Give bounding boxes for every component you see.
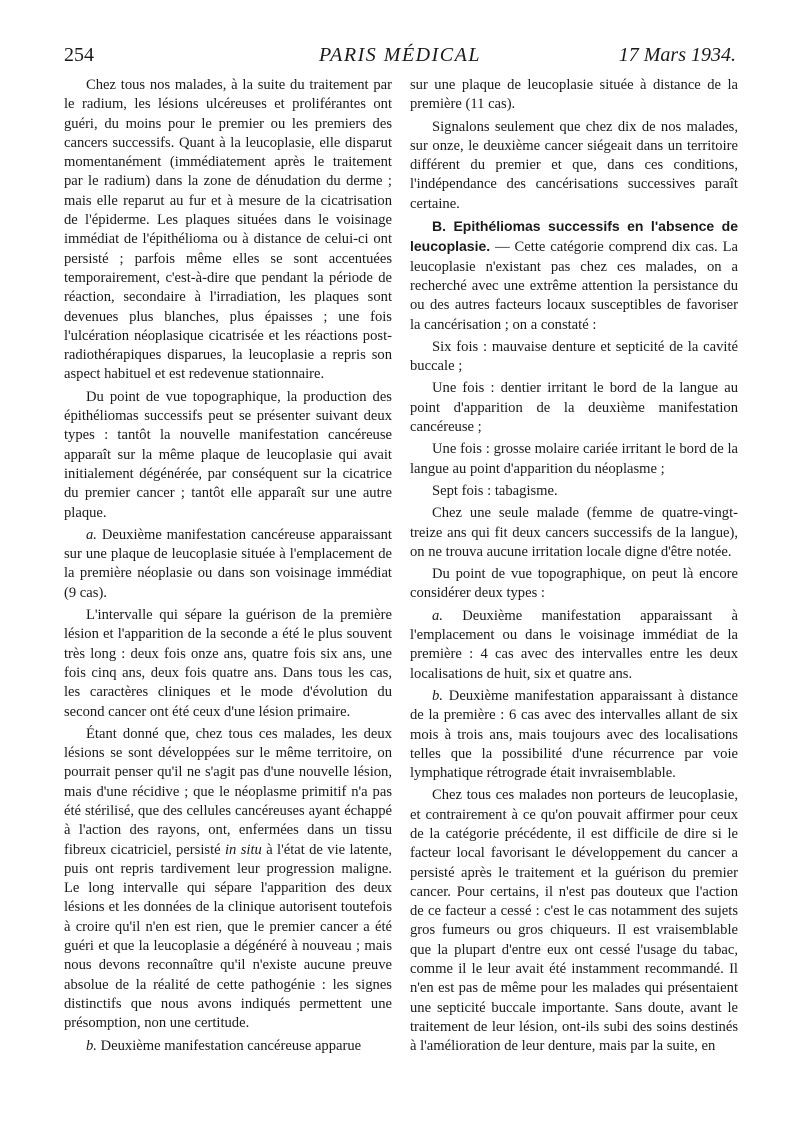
paragraph: Chez tous nos malades, à la suite du traitement par le radium, les lésions ulcéreuses et proliférantes ont guéri, du moins pour le premier ou les premiers des cancers successifs. Quant à la leucoplasie, elle disparut momentanément (immédiatement après le traitement par le radium) dans la zone de dénudation du derme ; mais elle reparut au fur et à mesure de la cicatrisation de l'épiderme. Les plaques situées dans le voisinage immédiat de l'épithélioma ou à distance de celui-ci ont persisté ; parfois même elles se sont accentuées temporairement, c'est-à-dire que pendant la période de réaction, secondaire à l'irradiation, les plaques sont devenues plus blanches, plus épaisses ; une fois l'ulcération néoplasique cicatrisée et les réactions post-radiothérapiques disparues, la leucoplasie a repris son aspect habituel et est redevenue stationnaire. <box>64 77 392 383</box>
section-subtitle: B. Epithéliomas successifs en l'absence de leucoplasie. <box>410 218 738 255</box>
issue-date: 17 Mars 1934. <box>618 44 736 66</box>
list-item: Six fois : mauvaise denture et septicité de la cavité buccale ; <box>410 338 738 375</box>
section-paragraph <box>410 217 738 335</box>
paragraph: Chez tous ces malades non porteurs de leucoplasie, et contrairement à ce qu'on pouvait affirmer pour ceux de la catégorie précédente, il est difficile de dire si le facteur local favorisant le développement du cancer a persisté après le traitement et la guérison du premier cancer. Pour certains, il n'est pas douteux que l'action de ce facteur a cessé : c'est le cas notamment des sujets gros fumeurs ou gros chiqueurs. Il est vraisemblable que la plupart d'entre eux ont cessé l'usage du tabac, comme il le leur avait été instamment recommandé. Il n'en est pas de même pour les malades qui présentaient une septicité buccale importante. Sans doute, avant le traitement de leur lésion, ont-ils subi des soins destinés à l'amélioration de leur denture, mais par la suite, en <box>410 787 738 1055</box>
list-item <box>64 526 392 603</box>
paragraph: Chez une seule malade (femme de quatre-vingt-treize ans qui fit deux cancers successifs de la langue), on ne trouva aucune irritation locale digne d'être notée. <box>410 505 738 560</box>
paragraph-text: à l'état de vie latente, puis ont repris tardivement leur progression maligne. Le long intervalle qui sépare l'apparition des deux lésions et les données de la clinique autorisent toutefois à croire qu'il n'en est rien, que le premier cancer a été guéri et que la leucoplasie a dégénéré à nouveau ; mais nous devons reconnaître qu'il n'existe aucune preuve absolue de la réalité de cette pathogénie : les signes distinctifs que nous avons indiqués permettent une présomption, non une certitude. <box>64 841 393 1032</box>
latin-phrase: in situ <box>225 841 262 858</box>
right-column <box>410 76 738 1060</box>
paragraph: Du point de vue topographique, la production des épithéliomas successifs peut se présenter suivant deux types : tantôt la nouvelle manifestation cancéreuse apparaît sur la même plaque de leucoplasie qui avait initialement dégénérée, par conséquent sur la cicatrice du premier cancer ; tantôt elle apparaît sur une autre plaque. <box>64 388 392 521</box>
list-item <box>410 687 738 783</box>
list-item: Une fois : grosse molaire cariée irritant le bord de la langue au point d'apparition du néoplasme ; <box>410 441 738 477</box>
left-column <box>64 76 392 1059</box>
paragraph: Du point de vue topographique, on peut là encore considérer deux types : <box>410 566 738 602</box>
item-text: Deuxième manifestation apparaissant à l'emplacement ou dans le voisinage immédiat de la première : 4 cas avec des intervalles entre les deux localisations de huit, six et quatre ans. <box>410 607 738 682</box>
list-item <box>410 607 738 684</box>
item-marker: b. <box>86 1037 97 1054</box>
item-text: Deuxième manifestation apparaissant à distance de la première : 6 cas avec des intervalles allant de six mois à trois ans, mais toujours avec des localisations telles que la possibilité d'une récurrence par voie lymphatique rétrograde était invraisemblable. <box>410 687 738 782</box>
item-marker: a. <box>432 607 443 624</box>
paragraph: Signalons seulement que chez dix de nos malades, sur onze, le deuxième cancer siégeait dans un territoire différent du premier et que, dans ces conditions, l'indépendance des cancérisations successives paraît certaine. <box>410 118 738 212</box>
journal-title: PARIS MÉDICAL <box>319 44 481 66</box>
item-text: Deuxième manifestation cancéreuse apparue <box>100 1037 362 1054</box>
item-marker: b. <box>432 687 443 704</box>
paragraph-text: — Cette catégorie comprend dix cas. La leucoplasie n'existant pas chez ces malades, on a recherché avec une extrême attention la persistance du ou des autres facteurs locaux susceptibles de favoriser la cancérisation ; on a constaté : <box>410 239 738 333</box>
item-text: Deuxième manifestation cancéreuse apparaissant sur une plaque de leucoplasie située à l'emplacement de la première néoplasie ou dans son voisinage immédiat (9 cas). <box>64 526 392 601</box>
list-item: Une fois : dentier irritant le bord de la langue au point d'apparition de la deuxième manifestation cancéreuse ; <box>410 380 738 436</box>
list-item <box>64 1037 392 1056</box>
paragraph <box>64 725 392 1034</box>
list-item: Sept fois : tabagisme. <box>432 482 558 499</box>
paragraph: L'intervalle qui sépare la guérison de la première lésion et l'apparition de la seconde a été le plus souvent très long : deux fois onze ans, quatre fois six ans, une fois cinq ans, deux fois quatre ans. Dans tous les cas, les caractères cliniques et le mode d'évolution du second cancer ont été ceux d'une lésion primaire. <box>64 607 392 720</box>
running-header <box>64 44 736 74</box>
item-marker: a. <box>86 526 97 543</box>
paragraph: sur une plaque de leucoplasie située à distance de la première (11 cas). <box>410 77 738 113</box>
paragraph-text: Étant donné que, chez tous ces malades, les deux lésions se sont développées sur le même territoire, on pourrait penser qu'il ne s'agit pas d'une nouvelle lésion, mais d'une récidive ; que le néoplasme primitif n'a pas été stérilisé, que des cellules cancéreuses ayant échappé à l'action des rayons, ont, enfermées dans un tissu fibreux cicatriciel, persisté <box>64 725 392 858</box>
page-number: 254 <box>64 44 94 66</box>
